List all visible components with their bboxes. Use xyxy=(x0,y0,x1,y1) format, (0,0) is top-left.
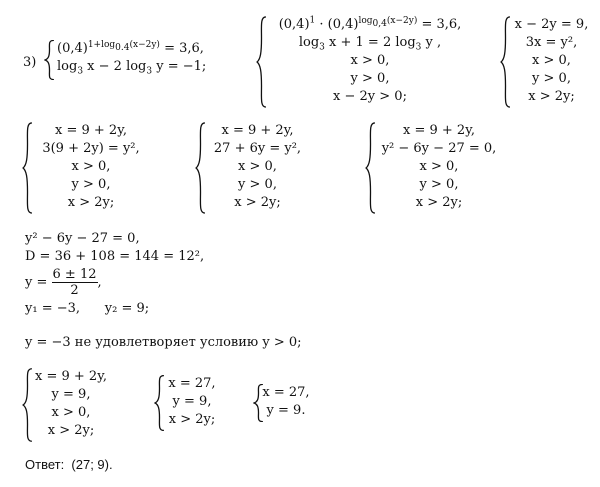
system-brace xyxy=(365,122,376,214)
system-with-y xyxy=(22,368,112,442)
system-line: 3(9 + 2y) = y², xyxy=(42,141,140,156)
system-line: y² − 6y − 27 = 0, xyxy=(381,141,497,156)
system-line: x = 9 + 2y, xyxy=(221,123,294,138)
system-quadratic xyxy=(365,122,500,214)
system-expanded xyxy=(195,122,307,214)
system-line: x = 27, xyxy=(168,376,216,391)
system-brace xyxy=(44,40,55,80)
roots-fraction xyxy=(52,267,98,298)
system-line: y = 9, xyxy=(51,387,91,402)
system-line: x > 0, xyxy=(238,159,277,174)
system-line: y > 0, xyxy=(419,177,459,192)
system-line: 27 + 6y = y², xyxy=(213,141,302,156)
system-simplified xyxy=(500,16,590,108)
problem-number: 3) xyxy=(23,55,37,70)
system-line: x > 0, xyxy=(532,53,571,68)
system-transformed xyxy=(256,16,471,108)
system-with-x xyxy=(154,375,224,431)
answer-line: Ответ: (27; 9). xyxy=(25,457,113,472)
system-line: y > 0, xyxy=(350,71,390,86)
system-line: y = 9, xyxy=(172,394,212,409)
system-line: x > 2y; xyxy=(47,423,95,438)
fraction-numerator: 6 ± 12 xyxy=(52,267,97,282)
system-line: x > 0, xyxy=(51,405,91,420)
system-line: x > 2y; xyxy=(528,89,575,104)
system-line: x = 9 + 2y, xyxy=(403,123,475,138)
system-line: x > 0, xyxy=(419,159,459,174)
system-line: x > 2y; xyxy=(67,195,115,210)
system-final xyxy=(253,384,313,422)
roots-formula xyxy=(25,267,102,298)
system-brace xyxy=(500,16,511,108)
system-line: x − 2y = 9, xyxy=(514,17,589,32)
system-line: x > 2y; xyxy=(415,195,463,210)
system-brace xyxy=(22,122,33,214)
equation-line: y² − 6y − 27 = 0, xyxy=(25,231,140,246)
system-line: x = 9 + 2y, xyxy=(35,369,107,384)
system-line: y > 0, xyxy=(71,177,111,192)
system-line: y > 0, xyxy=(532,71,571,86)
system-line: x − 2y > 0; xyxy=(333,89,407,104)
system-line: x = 27, xyxy=(262,385,310,400)
root-rejection-note: y = −3 не удовлетворяет условию y > 0; xyxy=(25,335,302,350)
system-brace xyxy=(256,16,267,108)
system-original xyxy=(44,40,206,80)
system-brace xyxy=(154,375,165,431)
system-line: x > 0, xyxy=(71,159,111,174)
system-brace xyxy=(253,384,264,422)
system-substitution xyxy=(22,122,147,214)
system-line: $\log_3 x - 2$ $\log_3 y = -1$; xyxy=(57,59,207,77)
system-brace xyxy=(195,122,206,214)
system-line: 3x = y², xyxy=(525,35,578,50)
system-brace xyxy=(22,368,33,442)
system-line: $(0,4)^{1+log_{0.4}(x-2y)} = 3,6$, xyxy=(57,39,204,56)
system-line: y = 9. xyxy=(266,403,306,418)
system-line: $(0,4)^1 \cdot (0,4)^{log_{0,4}(x-2y)} = 3,6$, xyxy=(278,15,462,32)
roots-formula-prefix: y = xyxy=(25,275,48,290)
roots-formula-suffix: , xyxy=(97,275,102,290)
fraction-denominator: 2 xyxy=(70,283,79,298)
system-line: x > 0, xyxy=(350,53,390,68)
system-line: y > 0, xyxy=(238,177,277,192)
roots-line: y₁ = −3, y₂ = 9; xyxy=(25,301,150,316)
system-line: $\log_3 x + 1 = 2$ $\log_3 y$ , xyxy=(298,35,442,53)
system-line: x > 2y; xyxy=(234,195,281,210)
discriminant-line: D = 36 + 108 = 144 = 12², xyxy=(25,249,205,264)
system-line: x = 9 + 2y, xyxy=(55,123,127,138)
system-line: x > 2y; xyxy=(168,412,216,427)
